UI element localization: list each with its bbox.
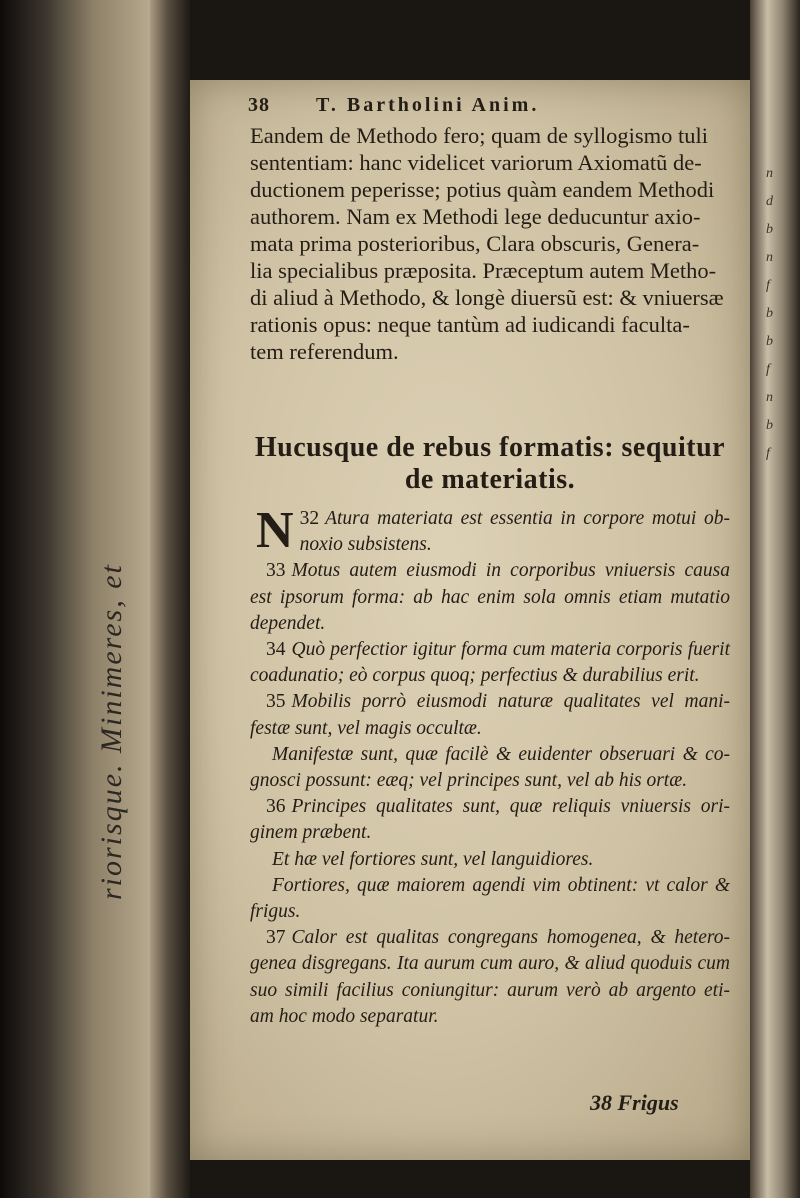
item-text: Calor est qualitas congregans homogenea, & hetero- genea disgregans. Ita aurum cum auro, & aliud quoduis cum suo simili facilius coniungitur: aurum verò ab argento eti- am hoc modo separatur. [250, 927, 730, 1027]
list-item [250, 558, 730, 637]
item-text: Fortiores, quæ maiorem agendi vim obtinent: vt calor & frigus. [250, 874, 730, 923]
text-line: sententiam: hanc videlicet variorum Axiomatũ de- [250, 150, 702, 175]
left-page-edge-text: riorisque. Minimeres, et [95, 563, 128, 900]
item-number: 32 [299, 508, 320, 529]
list-item [250, 502, 730, 559]
section-heading [250, 432, 730, 496]
margin-mark: b [766, 222, 773, 237]
catchword: 38 Frigus [590, 1090, 679, 1115]
item-number: 37 [266, 927, 286, 949]
text-line: Eandem de Methodo fero; quam de syllogismo tuli [250, 123, 709, 148]
margin-mark: b [766, 306, 773, 321]
margin-mark: n [766, 390, 773, 405]
item-text: Et hæ vel fortiores sunt, vel languidiores. [272, 848, 594, 870]
item-text: Principes qualitates sunt, quæ reliquis vniuersis ori- ginem præbent. [250, 796, 730, 844]
text-line: mata prima posterioribus, Clara obscuris, Genera- [250, 231, 700, 256]
margin-mark: b [766, 334, 773, 349]
book-gutter [150, 0, 190, 1198]
text-line: ductionem peperisse; potius quàm eandem Methodi [250, 177, 715, 202]
text-line: di aliud à Methodo, & longè diuersũ est: & vniuersæ [250, 285, 724, 310]
margin-mark: d [766, 194, 773, 209]
right-margin-marks [766, 160, 786, 468]
heading-line-2: de materiatis. [404, 464, 576, 495]
item-number: 36 [266, 796, 286, 818]
margin-mark: n [766, 250, 773, 265]
margin-mark: f [766, 362, 770, 377]
opening-paragraph [250, 122, 730, 365]
item-text: Quò perfectior igitur forma cum materia corporis fuerit coadunatio; eò corpus quoq; perfectius & durabilius erit. [250, 639, 730, 687]
text-line: authorem. Nam ex Methodi lege deducuntur axio- [250, 204, 701, 229]
text-line: lia specialibus præposita. Præceptum autem Metho- [250, 258, 717, 283]
item-text: Motus autem eiusmodi in corporibus vniuersis causa est ipsorum forma: ab hac enim sola omnis etiam mutatio dependet. [250, 560, 730, 634]
item-text: Mobilis porrò eiusmodi naturæ qualitates vel mani- festæ sunt, vel magis occultæ. [250, 691, 730, 739]
numbered-items [250, 502, 730, 1030]
facing-left-page [0, 0, 150, 1198]
page-number: 38 [248, 94, 270, 116]
margin-mark: f [766, 278, 770, 293]
running-title: T. Bartholini Anim. [316, 94, 540, 116]
item-text: Atura materiata est essentia in corpore motui ob- noxio subsistens. [299, 508, 730, 556]
drop-capital: N [256, 502, 294, 559]
text-line: rationis opus: neque tantùm ad iudicandi faculta- [250, 312, 690, 337]
margin-mark: f [766, 446, 770, 461]
list-item [250, 794, 730, 846]
list-item [250, 742, 730, 794]
heading-line-1: Hucusque de rebus formatis: sequitur [254, 432, 726, 463]
margin-mark: n [766, 166, 773, 181]
list-item [250, 925, 730, 1030]
item-number: 34 [266, 639, 286, 661]
book-page [190, 80, 750, 1160]
item-number: 35 [266, 691, 286, 713]
list-item [250, 873, 730, 925]
margin-mark: b [766, 418, 773, 433]
item-text: Manifestæ sunt, quæ facilè & euidenter obseruari & co- gnosci possunt: eæq; vel principes sunt, vel ab his ortæ. [250, 743, 730, 792]
list-item [250, 847, 730, 873]
list-item [250, 637, 730, 689]
text-line: tem referendum. [250, 339, 399, 364]
list-item [250, 689, 730, 741]
running-header [248, 94, 728, 124]
item-number: 33 [266, 560, 286, 582]
